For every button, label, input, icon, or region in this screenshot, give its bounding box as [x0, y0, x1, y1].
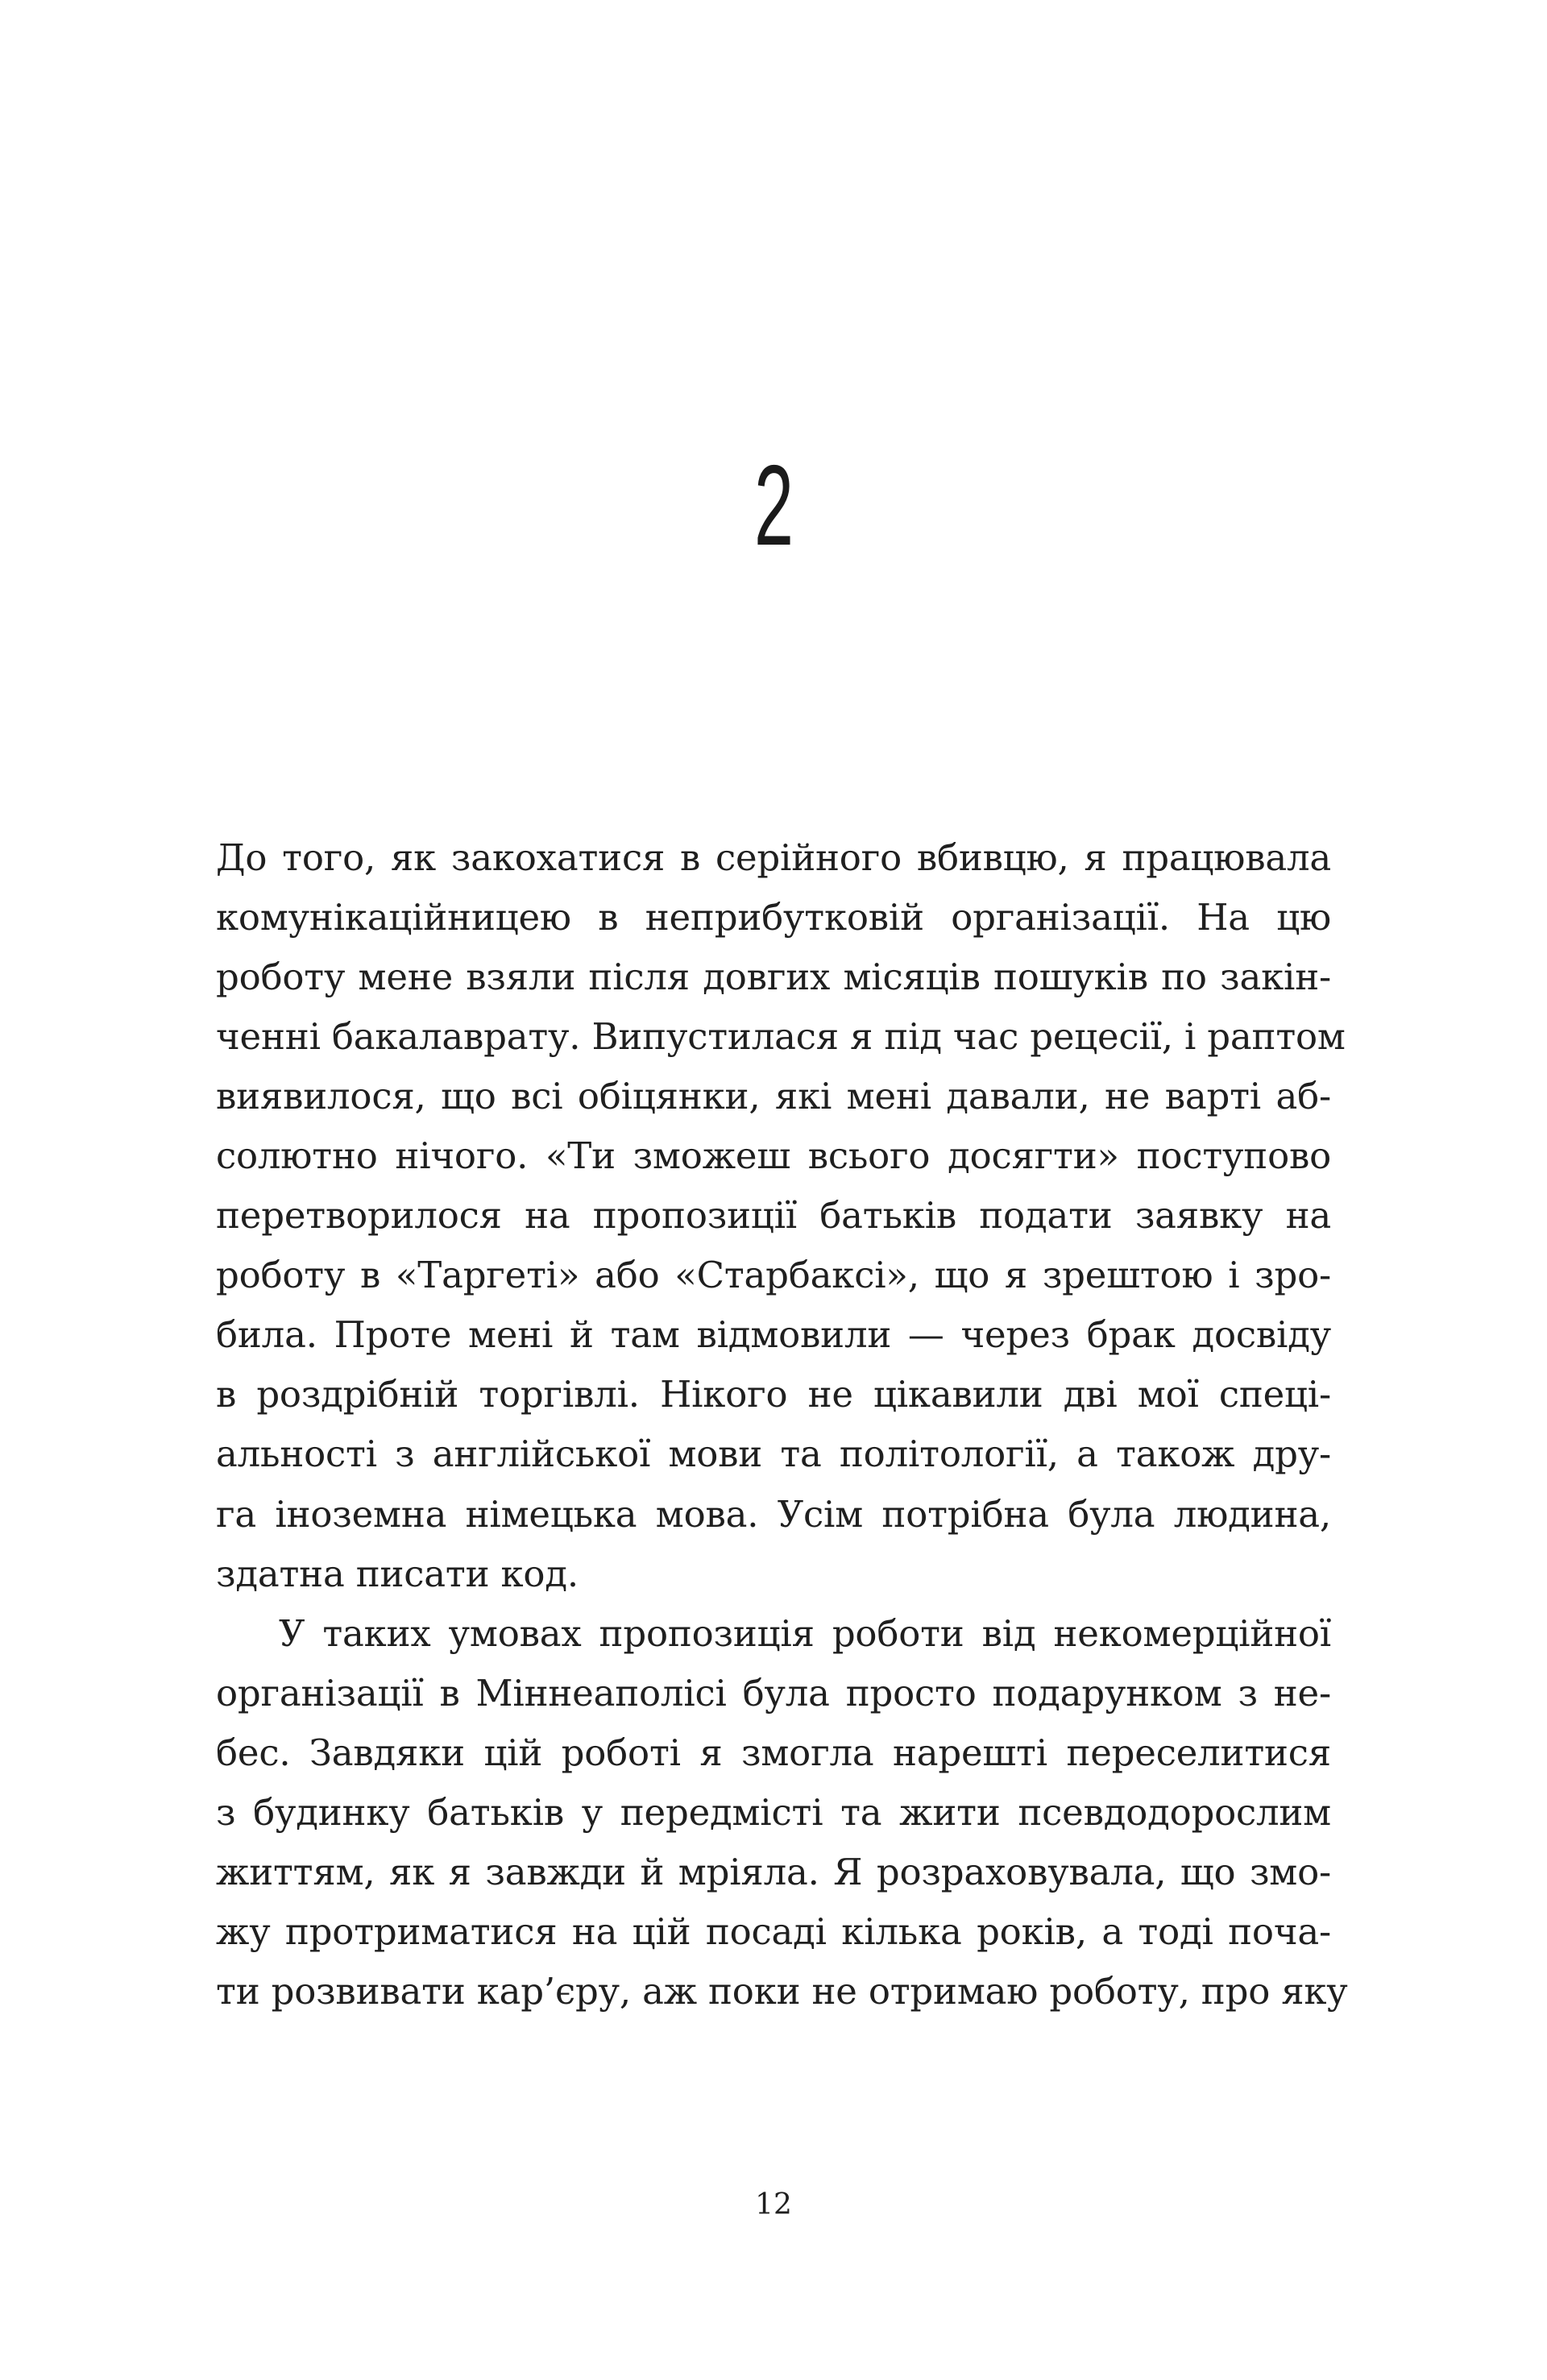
- text-line: ченні бакалаврату. Випустилася я під час рецесії, і раптом: [216, 1015, 1346, 1059]
- text-line: комунікаційницею в неприбутковій організації. На цю: [216, 896, 1331, 939]
- text-line: роботу в «Таргеті» або «Старбаксі», що я зрештою і зро-: [216, 1254, 1331, 1297]
- text-line: га іноземна німецька мова. Усім потрібна була людина,: [216, 1492, 1331, 1536]
- text-line: з будинку батьків у передмісті та жити псевдодорослим: [216, 1790, 1331, 1834]
- text-line: бес. Завдяки цій роботі я змогла нарешті переселитися: [216, 1731, 1331, 1774]
- paragraph-1: [216, 828, 1346, 1604]
- text-line: жу протриматися на цій посаді кілька років, а тоді поча-: [216, 1909, 1331, 1953]
- text-line: До того, як закохатися в серійного вбивцю, я працювала: [216, 836, 1331, 879]
- text-line: організації в Міннеаполісі була просто подарунком з не-: [216, 1671, 1331, 1715]
- paragraph-2: [216, 1604, 1348, 2021]
- text-line: виявилося, що всі обіцянки, які мені давали, не варті аб-: [216, 1075, 1331, 1118]
- chapter-number-text: 2: [753, 442, 794, 570]
- text-line: била. Проте мені й там відмовили — через брак досвіду: [216, 1313, 1331, 1357]
- chapter-number: [0, 442, 1547, 570]
- text-line: ти розвивати кар’єру, аж поки не отримаю роботу, про яку: [216, 1969, 1348, 2013]
- text-line: У таких умовах пропозиція роботи від некомерційної: [279, 1611, 1331, 1655]
- body-text: [216, 828, 1348, 2021]
- text-line: роботу мене взяли після довгих місяців пошуків по закін-: [216, 956, 1331, 999]
- text-line: перетворилося на пропозиції батьків подати заявку на: [216, 1194, 1331, 1238]
- text-line: альності з англійської мови та політології, а також дру-: [216, 1433, 1331, 1476]
- text-line: життям, як я завжди й мріяла. Я розраховувала, що змо-: [216, 1850, 1331, 1893]
- text-line: в роздрібній торгівлі. Нікого не цікавили дві мої спеці-: [216, 1373, 1331, 1416]
- page-number: 12: [755, 2188, 792, 2221]
- text-line: солютно нічого. «Ти зможеш всього досягти» поступово: [216, 1134, 1331, 1178]
- text-line: здатна писати код.: [216, 1552, 579, 1595]
